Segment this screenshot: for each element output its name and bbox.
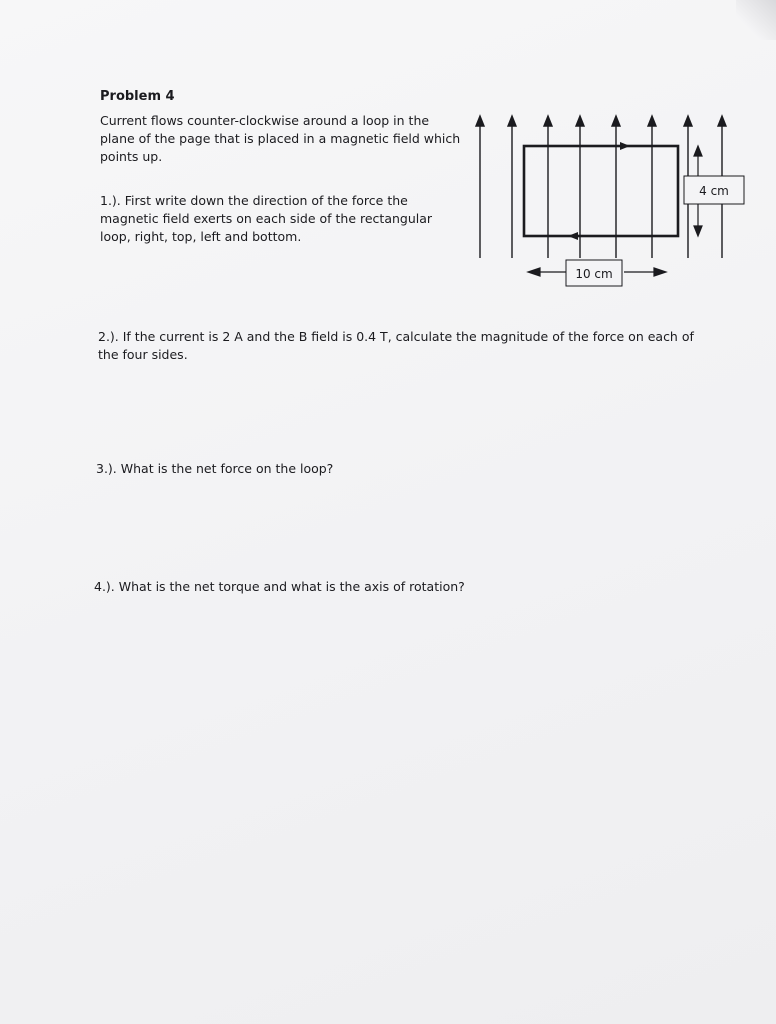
magnetic-field-diagram bbox=[460, 100, 760, 300]
problem-intro: Current flows counter-clockwise around a loop in the plane of the page that is placed in a magnetic field which points up. bbox=[100, 113, 461, 164]
field-line bbox=[476, 116, 484, 258]
page-corner-shadow bbox=[736, 0, 776, 40]
height-label: 4 cm bbox=[699, 184, 729, 198]
question-3: 3.). What is the net force on the loop? bbox=[96, 461, 334, 476]
field-line bbox=[508, 116, 516, 258]
question-1: 1.). First write down the direction of the force the magnetic field exerts on each side of the rectangular loop, right, top, left and bottom. bbox=[100, 193, 433, 244]
width-label: 10 cm bbox=[575, 267, 613, 281]
current-arrow-bottom bbox=[568, 232, 578, 240]
current-arrow-top bbox=[620, 142, 630, 150]
problem-title: Problem 4 bbox=[100, 89, 175, 104]
question-2: 2.). If the current is 2 A and the B field is 0.4 T, calculate the magnitude of the force on each of the four sides. bbox=[98, 329, 694, 362]
question-4: 4.). What is the net torque and what is the axis of rotation? bbox=[94, 579, 465, 594]
current-loop bbox=[524, 146, 678, 236]
